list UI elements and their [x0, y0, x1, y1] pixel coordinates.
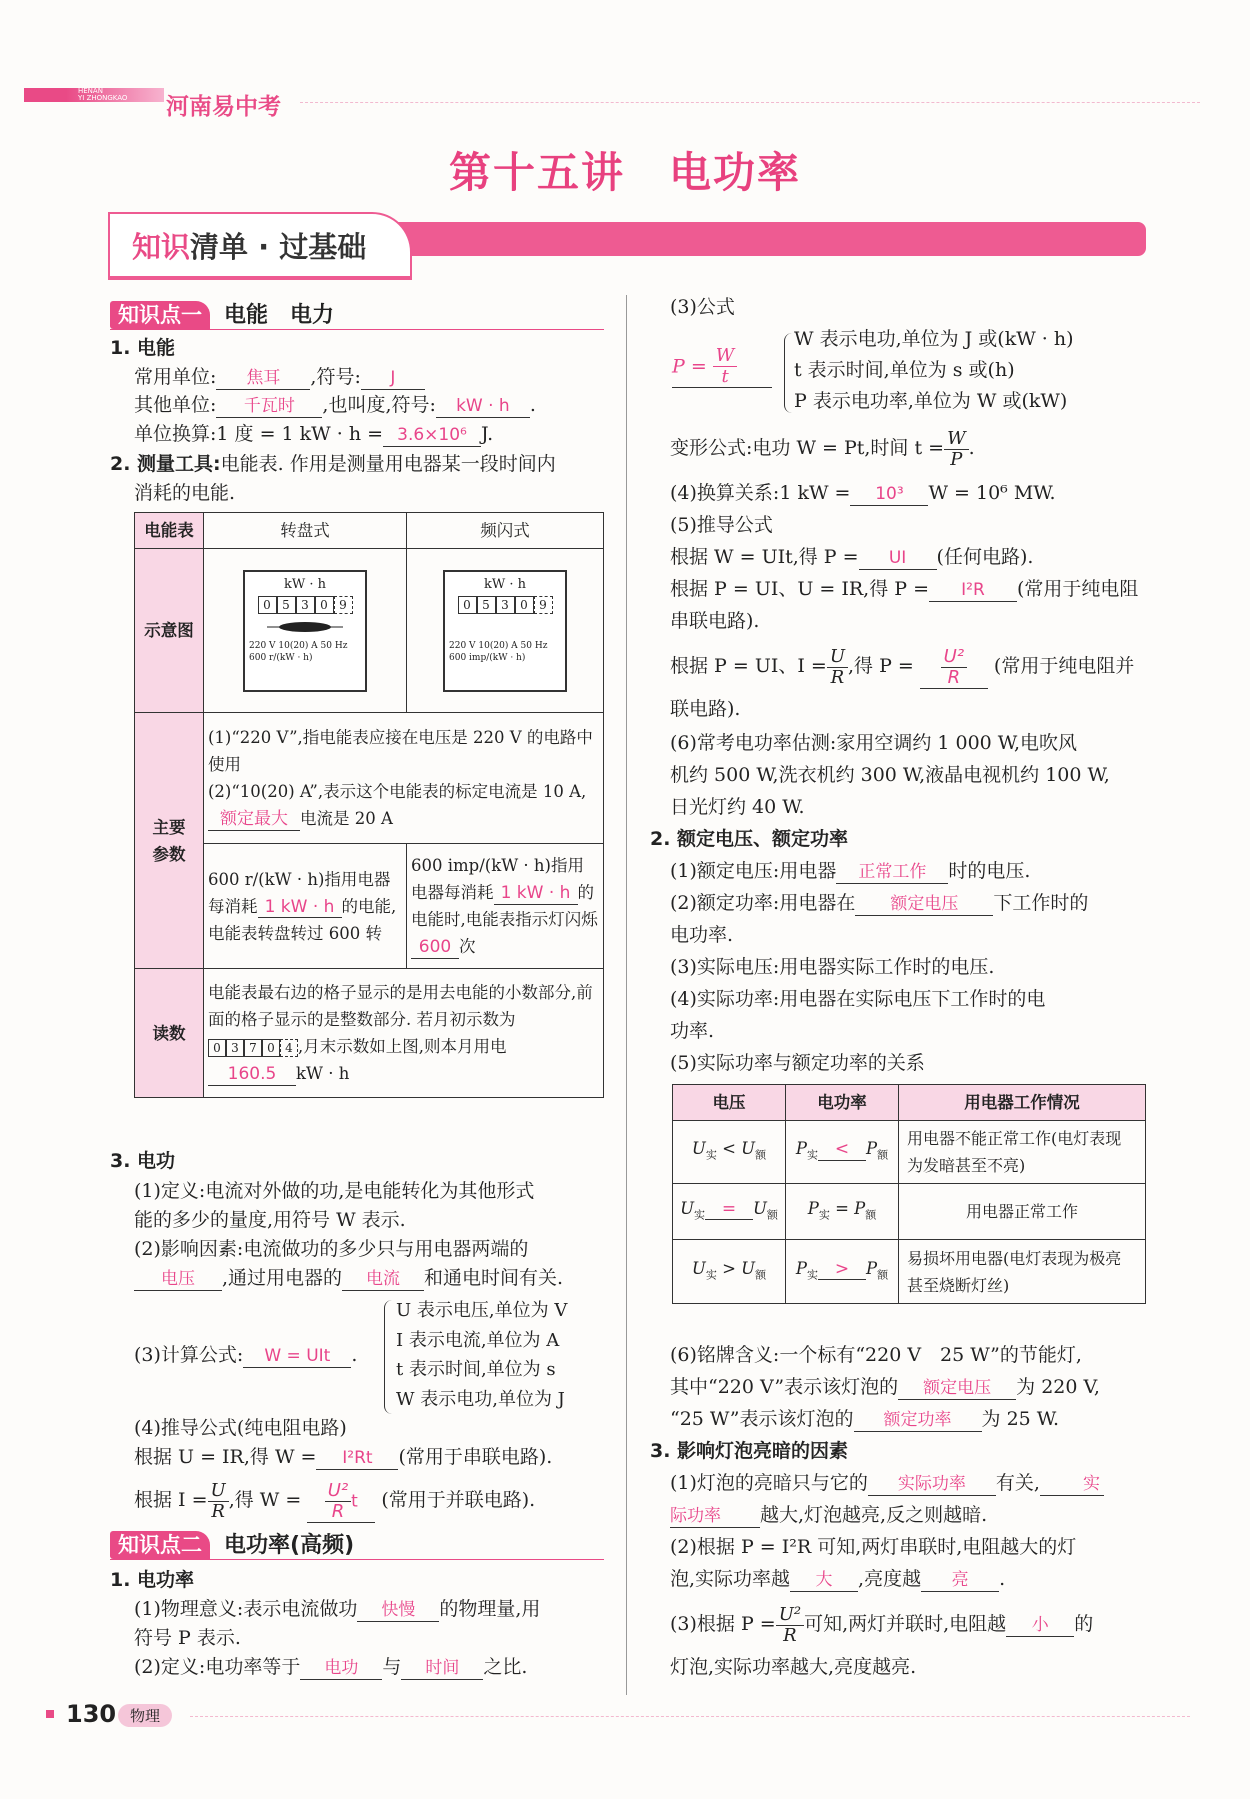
energy-conv-line: 单位换算:1 度 = 1 kW · h = 3.6×10⁶ J.: [134, 423, 494, 445]
s-meter-2: 消耗的电能.: [134, 482, 236, 504]
meter-r1: 示意图: [135, 549, 204, 713]
header-brand: 河南易中考: [166, 94, 281, 120]
meter-th-1: 转盘式: [204, 513, 407, 549]
meter-params: (1)“220 V”,指电能表应接在电压是 220 V 的电路中使用 (2)“10(20) A”,表示这个电能表的标定电流是 10 A,额定最大 电流是 20 A: [204, 713, 604, 844]
power-def: (2)定义:电功率等于 电功 与 时间 之比.: [134, 1656, 528, 1678]
page-title: 第十五讲 电功率: [448, 148, 801, 197]
estimate-2: 机约 500 W,洗衣机约 300 W,液晶电视机约 100 W,: [670, 764, 1110, 786]
meter-digits-2: 0 5 3 0 9: [445, 596, 565, 614]
actual-power-2: 功率.: [670, 1020, 715, 1042]
page-number: 130: [66, 1700, 117, 1728]
estimate-3: 日光灯约 40 W.: [670, 796, 805, 818]
s-power: 1. 电功率: [110, 1569, 195, 1591]
work-derive-2: 根据 I = $\frac{U}{R}$ ,得 W = $\frac{\text{U²}}{R}$ t (常用于并联电路).: [134, 1479, 536, 1522]
actual-voltage: (3)实际电压:用电器实际工作时的电压.: [670, 956, 995, 978]
meter-reading: 电能表最右边的格子显示的是用去电能的小数部分,前面的格子显示的是整数部分. 若月初示数为 0 3 7 0 4 ,月末示数如上图,则本月用电 160.5 kW · h: [204, 969, 604, 1098]
derive-3b: 联电路).: [670, 698, 741, 720]
work-calc-brace: [384, 1300, 395, 1414]
derive-2: 根据 P = UI、U = IR,得 P = I²R (常用于纯电阻: [670, 578, 1139, 600]
rated-power-2: 电功率.: [670, 924, 734, 946]
meter-r3: 读数: [135, 969, 204, 1098]
bright-4: 泡,实际功率越 大 ,亮度越 亮 .: [670, 1568, 1006, 1590]
rel-r1-desc: 用电器不能正常工作(电灯表现为发暗甚至不亮): [899, 1121, 1146, 1184]
kp2-title: 电功率(高频): [224, 1533, 355, 1558]
footer-bullet: [46, 1710, 54, 1718]
rel-r1-p: $P_实 < P_额$: [786, 1121, 899, 1184]
plate-2: 其中“220 V”表示该灯泡的 额定电压 为 220 V,: [670, 1376, 1100, 1398]
rel-th-0: 电压: [673, 1085, 786, 1121]
meter-r2: 主要参数: [135, 713, 204, 969]
rel-r3-desc: 易损坏用电器(电灯表现为极亮甚至烧断灯丝): [899, 1240, 1146, 1304]
rated-voltage: (1)额定电压:用电器 正常工作 时的电压.: [670, 860, 1031, 882]
kp1-heading: [110, 298, 604, 330]
bright-3: (2)根据 P = I²R 可知,两灯串联时,电阻越大的灯: [670, 1536, 1077, 1558]
meter-param-dial: 600 r/(kW · h)指用电器每消耗 1 kW · h 的电能,电能表转盘转过 600 转: [204, 844, 407, 969]
actual-power-1: (4)实际功率:用电器在实际电压下工作时的电: [670, 988, 1046, 1010]
variant-formula: 变形公式:电功 W = Pt,时间 t = $\frac{W}{P}$ .: [670, 427, 975, 470]
header-brand-en: HENAN YI ZHONGKAO: [78, 87, 128, 102]
rel-r3-p: $P_实 > P_额$: [786, 1240, 899, 1304]
formula-vars: W 表示电功,单位为 J 或(kW · h) t 表示时间,单位为 s 或(h) P 表示电功率,单位为 W 或(kW): [794, 328, 1074, 412]
bright-5: (3)根据 P = $\frac{\text{U²}}{R}$ 可知,两灯并联时,电阻越 小 的: [670, 1603, 1094, 1646]
subject-badge: 物理: [118, 1704, 172, 1727]
meter-dial: kW · h 0 5 3 0 9 220 V 10(20) A 50 Hz 600 r/(kW · h): [204, 549, 407, 713]
estimate-1: (6)常考电功率估测:家用空调约 1 000 W,电吹风: [670, 732, 1078, 754]
rel-r3-u: $U_实 > U_额$: [673, 1240, 786, 1304]
work-derive-1: 根据 U = IR,得 W = I²Rt (常用于串联电路).: [134, 1446, 553, 1468]
header-rule: [300, 102, 1200, 103]
formula-brace: [784, 333, 793, 413]
plate-3: “25 W”表示该灯泡的 额定功率 为 25 W.: [670, 1408, 1060, 1430]
work-calc-vars: U 表示电压,单位为 V I 表示电流,单位为 A t 表示时间,单位为 s W 表示电功,单位为 J: [396, 1300, 568, 1410]
s-meter: 2. 测量工具:电能表. 作用是测量用电器某一段时间内: [110, 453, 556, 475]
relation-title: (5)实际功率与额定功率的关系: [670, 1052, 925, 1074]
kp2-heading: [110, 1528, 604, 1560]
energy-other-line: 其他单位: 千瓦时 ,也叫度,符号: kW · h .: [134, 394, 536, 416]
meter-th-2: 频闪式: [407, 513, 604, 549]
reading-digits: 0 3 7 0 4: [208, 1039, 298, 1057]
relation-table: [672, 1084, 1146, 1304]
kp1-title: 电能 电力: [224, 303, 335, 328]
rel-r2-u: $U_实 = U_额$: [673, 1184, 786, 1240]
rel-r1-u: $U_实 < U_额$: [673, 1121, 786, 1184]
s-work: 3. 电功: [110, 1150, 176, 1172]
formula-answer: P = $\frac{W}{t}$: [672, 346, 772, 388]
power-meaning: (1)物理意义:表示电流做功 快慢 的物理量,用: [134, 1598, 541, 1620]
derive-2b: 串联电路).: [670, 610, 760, 632]
work-calc: (3)计算公式: W = UIt .: [134, 1344, 358, 1366]
bright-2: 际功率 越大,灯泡越亮,反之则越暗.: [670, 1504, 988, 1526]
plate-1: (6)铭牌含义:一个标有“220 V 25 W”的节能灯,: [670, 1344, 1082, 1366]
formula-title: (3)公式: [670, 296, 735, 318]
power-symbol: 符号 P 表示.: [134, 1627, 241, 1649]
rel-th-2: 用电器工作情况: [899, 1085, 1146, 1121]
meter-table: [134, 512, 604, 1098]
derive-title: (5)推导公式: [670, 514, 773, 536]
bright-1: (1)灯泡的亮暗只与它的 实际功率 有关, 实: [670, 1468, 1104, 1498]
work-derive-title: (4)推导公式(纯电阻电路): [134, 1417, 347, 1439]
meter-flash: kW · h 0 5 3 0 9 220 V 10(20) A 50 Hz 600 imp/(kW · h): [407, 549, 604, 713]
energy-unit-line: 常用单位: 焦耳 ,符号: J: [134, 362, 425, 392]
rel-th-1: 电功率: [786, 1085, 899, 1121]
derive-3: 根据 P = UI、I = $\frac{U}{R}$ ,得 P = $\frac{\text{U²}}{R}$ (常用于纯电阻并: [670, 645, 1135, 688]
column-divider: [626, 295, 627, 1695]
bright-6: 灯泡,实际功率越大,亮度越亮.: [670, 1656, 917, 1678]
kp2-tag: 知识点二: [110, 1531, 210, 1559]
s-bright: 3. 影响灯泡亮暗的因素: [650, 1440, 849, 1462]
rel-r2-p: $P_实 = P_额$: [786, 1184, 899, 1240]
derive-1: 根据 W = UIt,得 P = UI (任何电路).: [670, 546, 1034, 568]
s-energy: 1. 电能: [110, 337, 176, 359]
meter-digits-1: 0 5 3 0 9: [245, 596, 365, 614]
meter-param-flash: 600 imp/(kW · h)指用电器每消耗 1 kW · h 的电能时,电能表指示灯闪烁600 次: [407, 844, 604, 969]
work-def-2: 能的多少的量度,用符号 W 表示.: [134, 1209, 406, 1231]
work-factor-1: (2)影响因素:电流做功的多少只与用电器两端的: [134, 1238, 529, 1260]
work-def-1: (1)定义:电流对外做的功,是电能转化为其他形式: [134, 1180, 535, 1202]
banner-title: 知识清单 · 过基础: [132, 230, 367, 264]
work-factor-2: 电压 ,通过用电器的 电流 和通电时间有关.: [134, 1263, 563, 1293]
rated-power: (2)额定功率:用电器在 额定电压 下工作时的: [670, 892, 1089, 914]
footer-rule: [190, 1716, 1190, 1717]
meter-th-0: 电能表: [135, 513, 204, 549]
meter-disc-icon: [245, 614, 365, 640]
conversion: (4)换算关系:1 kW = 10³ W = 10⁶ MW.: [670, 482, 1056, 504]
rel-r2-desc: 用电器正常工作: [899, 1184, 1146, 1240]
kp1-tag: 知识点一: [110, 301, 210, 329]
s-rated: 2. 额定电压、额定功率: [650, 828, 849, 850]
